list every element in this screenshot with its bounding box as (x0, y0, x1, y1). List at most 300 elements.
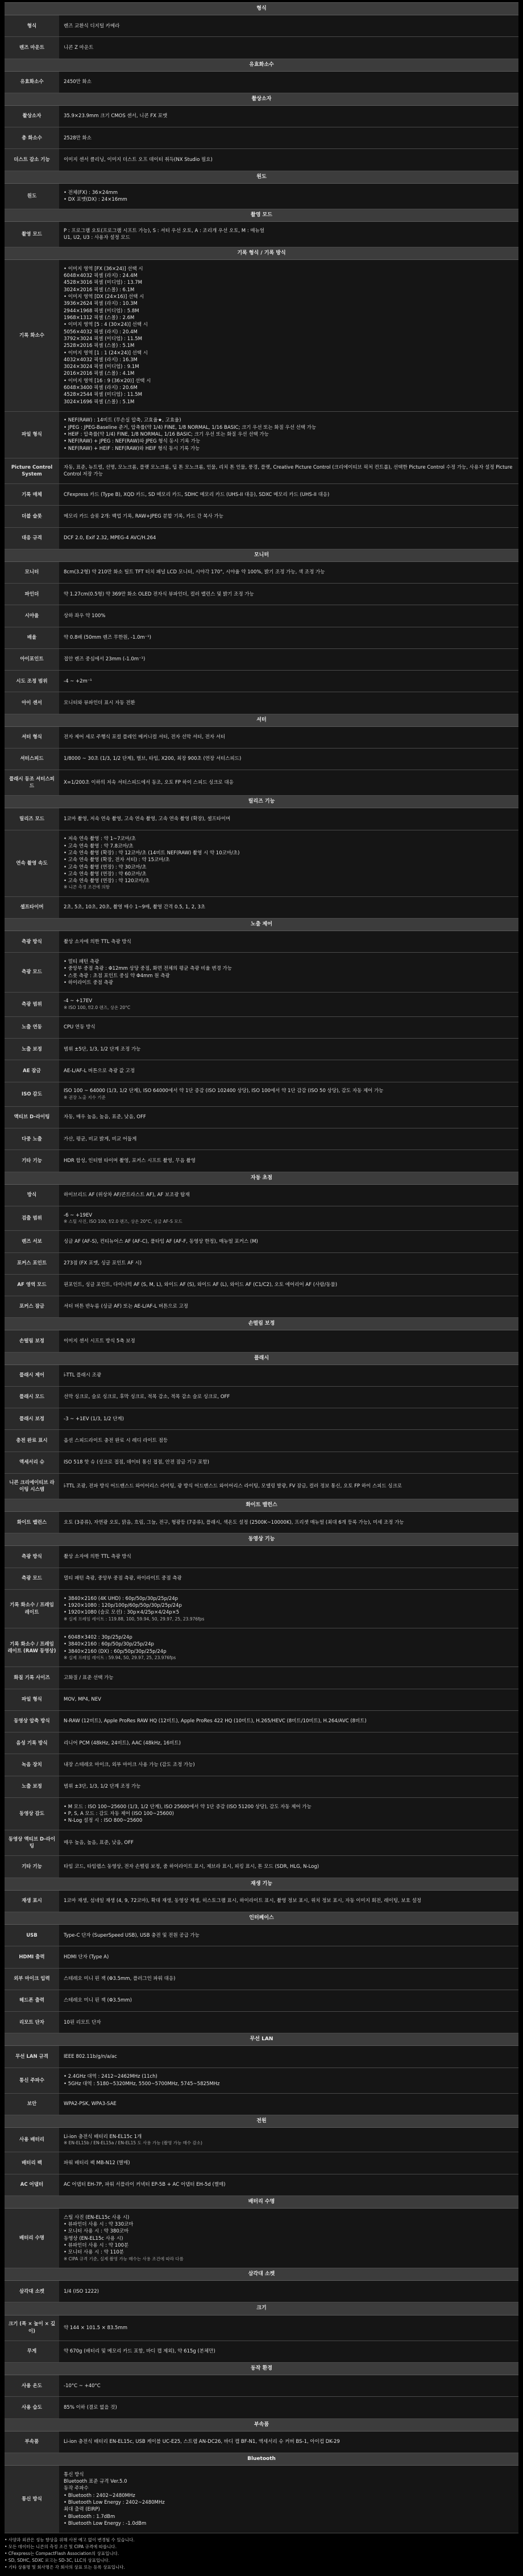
spec-value (59, 1946, 518, 1967)
spec-value (59, 1754, 518, 1775)
spec-label: 셔터스피드 (5, 749, 59, 770)
spec-value (59, 260, 518, 411)
section-header: 전원 (5, 2115, 518, 2128)
spec-row (5, 1128, 518, 1150)
spec-line: • 3840×2160 (4K UHD) : 60p/50p/30p/25p/24p (64, 1595, 179, 1602)
spec-row (5, 1408, 518, 1430)
spec-label: 플래시 제어 (5, 1365, 59, 1386)
spec-line: CPU 연동 방식 (64, 1024, 96, 1031)
section-header: 셔터 (5, 714, 518, 727)
spec-line: 3792×3024 픽셀 (미디엄) : 11.5M (64, 336, 143, 342)
spec-line: 3024×2016 픽셀 (스몰) : 6.1M (64, 287, 135, 293)
spec-line: • 고속 연속 촬영 (연장) : 약 60코마/초 (64, 871, 147, 877)
spec-note: ※ ISO 100, f/2.0 렌즈, 상온 20°C (64, 1004, 131, 1010)
spec-value (59, 605, 518, 626)
spec-row (5, 2209, 518, 2268)
spec-line: • 멀티 패턴 측광 (64, 958, 99, 965)
spec-line: 스틸 사진 (EN-EL15c 사용 시) (64, 2214, 130, 2221)
section-header: 형식 (5, 3, 518, 15)
spec-value (59, 1568, 518, 1589)
spec-value (59, 106, 518, 127)
spec-row (5, 727, 518, 749)
spec-label: 동영상 액티브 D-라이팅 (5, 1830, 59, 1855)
spec-line: 촬상 소자에 의한 TTL 측광 방식 (64, 938, 131, 945)
spec-value (59, 72, 518, 93)
spec-line: • M 모드 : ISO 100~25600 (1/3, 1/2 단계), ISO 25600에서 약 1단 증감 (ISO 51200 상당), 감도 자동 제어 가능 (64, 1804, 312, 1810)
spec-row (5, 2397, 518, 2418)
spec-line: • JPEG : JPEG-Baseline 준거, 압축률(약 1/4) FINE, 1/8 NORMAL, 1/16 BASIC; 크기 우선 또는 화질 우선 선택 가능 (64, 424, 317, 431)
spec-label: 사용 배터리 (5, 2128, 59, 2152)
spec-row (5, 149, 518, 171)
spec-row (5, 2315, 518, 2341)
spec-line: 8cm(3.2형) 약 210만 화소 틸트 TFT 터치 패널 LCD 모니터, 시야각 170°, 시야율 약 100%, 밝기 조정 가능, 색 조정 가능 (64, 569, 325, 576)
spec-label: 화이트 밸런스 (5, 1512, 59, 1533)
spec-label: 측광 범위 (5, 993, 59, 1016)
spec-value (59, 1430, 518, 1451)
spec-row (5, 1253, 518, 1275)
spec-line: • 2.4GHz 대역 : 2412~2462MHz (11ch) (64, 2074, 157, 2080)
spec-label: 통신 방식 (5, 2466, 59, 2533)
spec-line: • 고속 연속 촬영 (연장) : 약 120코마/초 (64, 878, 150, 884)
section-header: 부속품 (5, 2419, 518, 2432)
spec-line: • 모니터 사용 시 : 약 110분 (64, 2250, 124, 2256)
spec-line: • DX 포맷(DX) : 24×16mm (64, 196, 127, 202)
spec-value (59, 1150, 518, 1171)
spec-label: 셀프타이머 (5, 897, 59, 918)
spec-line: 메모리 카드 슬롯 2개: 백업 기록, RAW+JPEG 분할 기록, 카드 간 복사 가능 (64, 513, 223, 519)
spec-row (5, 897, 518, 919)
spec-row (5, 1969, 518, 1990)
spec-value (59, 528, 518, 549)
spec-value (59, 506, 518, 527)
spec-line: 멀티 패턴 측광, 중앙부 중점 측광, 하이라이트 중점 측광 (64, 1576, 182, 1582)
spec-line: 3024×3024 픽셀 (미디엄) : 9.1M (64, 364, 139, 370)
spec-line: • Bluetooth : 2402~2480MHz (64, 2492, 135, 2499)
spec-row (5, 1568, 518, 1590)
spec-value (59, 1830, 518, 1855)
spec-line: 통신 방식 (64, 2471, 84, 2478)
spec-line: 3024×1696 픽셀 (스몰) : 5.1M (64, 399, 135, 405)
spec-value (59, 1776, 518, 1797)
spec-value (59, 931, 518, 952)
spec-note: ※ 실제 프레임 레이트 : 119.88, 100, 59.94, 50, 29.97, 25, 23.976fps (64, 1616, 205, 1622)
spec-label: 대응 규격 (5, 528, 59, 549)
spec-value (59, 1082, 518, 1106)
spec-line: • Bluetooth Low Energy : 2402~2480MHz (64, 2500, 165, 2506)
spec-row (5, 830, 518, 897)
spec-row (5, 1060, 518, 1082)
spec-line: -3 ~ +1EV (1/3, 1/2 단계) (64, 1416, 124, 1422)
spec-value (59, 1296, 518, 1317)
spec-line: 리니어 PCM (48kHz, 24비트), AAC (48kHz, 16비트) (64, 1740, 181, 1746)
spec-label: 통신 주파수 (5, 2068, 59, 2093)
spec-line: -10°C ~ +40°C (64, 2383, 101, 2389)
spec-value (59, 1452, 518, 1473)
spec-row (5, 931, 518, 953)
section-header: 크기 (5, 2302, 518, 2315)
section-header: 재생 기능 (5, 1878, 518, 1891)
spec-label: AC 어댑터 (5, 2174, 59, 2195)
spec-label: 배터리 수명 (5, 2209, 59, 2268)
spec-row (5, 1275, 518, 1296)
spec-label: 기타 기능 (5, 1856, 59, 1877)
spec-row (5, 584, 518, 605)
spec-label: 충전 완료 표시 (5, 1430, 59, 1451)
spec-line: 10핀 리모트 단자 (64, 2019, 101, 2025)
spec-value (59, 2281, 518, 2302)
spec-label: 배터리 팩 (5, 2152, 59, 2173)
spec-line: • 스폿 측광 : 초점 포인트 중심 약 Φ4mm 원 측광 (64, 973, 170, 979)
spec-line: 3936×2624 픽셀 (라지) : 10.3M (64, 301, 138, 307)
spec-value (59, 1231, 518, 1252)
spec-line: WPA2-PSK, WPA3-SAE (64, 2101, 117, 2107)
spec-value (59, 2128, 518, 2152)
section-header: 촬상소자 (5, 93, 518, 106)
spec-line: • 뷰파인더 사용 시 : 약 100분 (64, 2242, 129, 2248)
spec-label: AF 영역 모드 (5, 1275, 59, 1296)
spec-label: 무게 (5, 2341, 59, 2362)
spec-line: 85% 이하 (결로 없을 것) (64, 2404, 117, 2410)
spec-value (59, 830, 518, 896)
spec-label: 액티브 D-라이팅 (5, 1107, 59, 1128)
spec-line: AE-L/AF-L 버튼으로 측광 값 고정 (64, 1068, 135, 1074)
spec-line: 273점 (FX 포맷, 싱글 포인트 AF 시) (64, 1260, 142, 1266)
spec-value (59, 127, 518, 148)
spec-line: • 하이라이트 중점 측광 (64, 979, 114, 986)
spec-label: 동영상 압축 방식 (5, 1711, 59, 1732)
spec-label: 노출 연동 (5, 1017, 59, 1038)
spec-note: ※ 실제 프레임 레이트 : 59.94, 50, 29.97, 25, 23.976fps (64, 1655, 176, 1660)
spec-line: 타임 코드, 타임랩스 동영상, 전자 손떨림 보정, 줌 하이라이트 표시, 제브라 표시, 피킹 표시, 톤 모드 (SDR, HLG, N-Log) (64, 1863, 319, 1870)
spec-value (59, 1512, 518, 1533)
spec-label: 액세서리 슈 (5, 1452, 59, 1473)
spec-row (5, 1039, 518, 1060)
spec-label: 다중 노출 (5, 1128, 59, 1150)
section-header: 원도 (5, 171, 518, 184)
spec-value (59, 222, 518, 247)
spec-line: • 저속 연속 촬영 : 약 1~7코마/초 (64, 836, 136, 842)
spec-line: Bluetooth 표준 규격 Ver.5.0 (64, 2479, 127, 2485)
spec-line: 이미지 센서 클리닝, 이미지 더스트 오프 데이터 취득(NX Studio 필요) (64, 156, 213, 163)
spec-line: -4 ~ +17EV (64, 998, 93, 1004)
spec-label: 검출 범위 (5, 1206, 59, 1230)
spec-row (5, 808, 518, 830)
section-header: 동작 환경 (5, 2363, 518, 2375)
spec-row (5, 1107, 518, 1128)
spec-label: 연속 촬영 속도 (5, 830, 59, 896)
spec-label: 촬상소자 (5, 106, 59, 127)
spec-line: 2528만 화소 (64, 135, 92, 141)
spec-value (59, 15, 518, 36)
spec-line: HDR 합성, 인터벌 타이머 촬영, 포커스 시프트 촬영, 무음 촬영 (64, 1157, 196, 1164)
spec-row (5, 1990, 518, 2012)
spec-row (5, 106, 518, 127)
spec-label: 파일 형식 (5, 412, 59, 458)
spec-value (59, 1969, 518, 1990)
spec-line: 1968×1312 픽셀 (스몰) : 2.6M (64, 315, 135, 321)
spec-line: 약 0.8배 (50mm 렌즈 무한원, -1.0m⁻¹) (64, 635, 151, 641)
spec-row (5, 528, 518, 549)
spec-row (5, 2281, 518, 2302)
spec-label: 총 화소수 (5, 127, 59, 148)
spec-line: 1/4 (ISO 1222) (64, 2288, 99, 2294)
spec-line: HDMI 단자 (Type A) (64, 1954, 109, 1960)
spec-value (59, 458, 518, 483)
spec-note: ※ 권장 노출 지수 기준 (64, 1094, 106, 1100)
spec-row (5, 1185, 518, 1206)
spec-line: • 뷰파인더 사용 시 : 약 330코마 (64, 2222, 134, 2227)
spec-row (5, 1017, 518, 1039)
spec-line: 전자 제어 세로 주행식 포컬 플레인 메커니컬 셔터, 전자 선막 셔터, 전자 셔터 (64, 734, 226, 741)
spec-line: 35.9×23.9mm 크기 CMOS 센서, 니콘 FX 포맷 (64, 113, 168, 119)
spec-label: 플래시 보정 (5, 1408, 59, 1429)
section-header: 기록 형식 / 기록 방식 (5, 247, 518, 260)
spec-line: 니콘 Z 마운트 (64, 44, 94, 51)
spec-label: 리모트 단자 (5, 2012, 59, 2033)
spec-value (59, 1667, 518, 1688)
spec-label: 노출 보정 (5, 1776, 59, 1797)
spec-line: 2초, 5초, 10초, 20초, 촬영 매수 1~9매, 촬영 간격 0.5, 1, 2, 3초 (64, 904, 206, 911)
spec-line: 6048×3400 픽셀 (라지) : 20.6M (64, 385, 138, 391)
spec-row (5, 1925, 518, 1946)
spec-label: 외부 마이크 입력 (5, 1969, 59, 1990)
spec-line: 모니터와 뷰파인더 표시 자동 전환 (64, 700, 135, 706)
spec-row (5, 1689, 518, 1711)
spec-label: 배율 (5, 627, 59, 648)
spec-label: 시야율 (5, 605, 59, 626)
spec-value (59, 1206, 518, 1230)
spec-value (59, 1925, 518, 1946)
spec-line: 파워 배터리 팩 MB-N12 (별매) (64, 2160, 130, 2166)
section-header: 릴리즈 기능 (5, 796, 518, 808)
section-header: 노출 제어 (5, 919, 518, 931)
spec-value (59, 2012, 518, 2033)
spec-label: 사용 온도 (5, 2375, 59, 2396)
spec-line: 6048×4032 픽셀 (라지) : 24.4M (64, 273, 138, 279)
spec-value (59, 2209, 518, 2268)
spec-label: 녹음 장치 (5, 1754, 59, 1775)
spec-value (59, 993, 518, 1016)
section-header: 무선 LAN (5, 2033, 518, 2046)
spec-value (59, 1365, 518, 1386)
spec-line: CFexpress 카드 (Type B), XQD 카드, SD 메모리 카드, SDHC 메모리 카드 (UHS-II 대응), SDXC 메모리 카드 (UHS-II 대응) (64, 491, 330, 498)
spec-row (5, 2128, 518, 2152)
spec-row (5, 1206, 518, 1231)
spec-line: 범위 ±5단, 1/3, 1/2 단계 조정 가능 (64, 1046, 141, 1052)
spec-value (59, 1275, 518, 1296)
spec-value (59, 1891, 518, 1912)
spec-line: 자동, 표준, 뉴트럴, 선명, 모노크롬, 플랫 모노크롬, 딥 톤 모노크롬, 인물, 리치 톤 인물, 풍경, 플랫, Creative Picture Control (크리에이티브 픽처 컨트롤), 선택한 Picture Control 수정 가능, 사용자 설정 Picture Control 저장 가능 (64, 464, 514, 477)
spec-row (5, 1330, 518, 1352)
spec-line: i-TTL 플래시 조광 (64, 1372, 102, 1379)
spec-row (5, 1365, 518, 1387)
spec-value (59, 649, 518, 670)
spec-label: 동영상 감도 (5, 1798, 59, 1830)
spec-value (59, 1990, 518, 2011)
spec-line: 최대 출력 (EIRP) (64, 2507, 100, 2513)
spec-value (59, 727, 518, 748)
spec-value (59, 37, 518, 58)
spec-row (5, 15, 518, 37)
spec-line: 1코마 재생, 섬네일 재생 (4, 9, 72코마), 확대 재생, 동영상 재생, 히스토그램 표시, 하이라이트 표시, 촬영 정보 표시, 위치 정보 표시, 자동 이미지 회전, 레이팅, 보호 설정 (64, 1898, 422, 1904)
spec-label: 플래시 모드 (5, 1387, 59, 1408)
spec-row (5, 184, 518, 209)
spec-label: 아이포인트 (5, 649, 59, 670)
spec-label: 니콘 크리에이티브 라이팅 시스템 (5, 1474, 59, 1499)
spec-value (59, 562, 518, 583)
spec-line: • N-Log 설정 시 : ISO 800~25600 (64, 1818, 143, 1824)
spec-line: 스테레오 미니 핀 잭 (Φ3.5mm) (64, 1998, 132, 2004)
spec-value (59, 1408, 518, 1429)
spec-row (5, 1830, 518, 1856)
spec-value (59, 2466, 518, 2533)
spec-value (59, 149, 518, 170)
spec-line: • P, S, A 모드 : 감도 자동 제어 (ISO 100~25600) (64, 1810, 174, 1817)
spec-line: 동영상 (EN-EL15c 사용 시) (64, 2235, 123, 2242)
spec-line: • 이미지 영역 [DX (24×16)] 선택 시 (64, 294, 144, 300)
spec-value (59, 1253, 518, 1274)
spec-line: AC 어댑터 EH-7P, 파워 서플라이 커넥터 EP-5B + AC 어댑터 EH-5d (별매) (64, 2182, 226, 2188)
spec-line: • 전체(FX) : 36×24mm (64, 189, 118, 196)
spec-value (59, 484, 518, 505)
spec-value (59, 1711, 518, 1732)
spec-row (5, 1798, 518, 1830)
spec-row (5, 1296, 518, 1318)
spec-value (59, 2315, 518, 2341)
spec-row (5, 2152, 518, 2174)
spec-line: 오토 (3종류), 자연광 오토, 맑음, 흐림, 그늘, 전구, 형광등 (7종류), 플래시, 색온도 설정 (2500K~10000K), 프리셋 매뉴얼 (최대 6개 등록 가능), 미세 조정 가능 (64, 1519, 404, 1525)
spec-row (5, 72, 518, 93)
spec-line: 2016×2016 픽셀 (스몰) : 4.1M (64, 371, 135, 377)
spec-row (5, 2174, 518, 2196)
spec-row (5, 605, 518, 627)
spec-label: 시도 조정 범위 (5, 671, 59, 692)
spec-label: 사용 습도 (5, 2397, 59, 2418)
spec-line: • 1920×1080 (슬로 모션) : 30p×4/25p×4/24p×5 (64, 1610, 180, 1616)
spec-label: 측광 모드 (5, 1568, 59, 1589)
spec-line: • 6048×3402 : 30p/25p/24p (64, 1634, 132, 1640)
spec-row (5, 1512, 518, 1533)
spec-note: ※ 니콘 측정 조건에 의함 (64, 884, 110, 890)
section-header: 모니터 (5, 549, 518, 562)
spec-line: 범위 ±3단, 1/3, 1/2 단계 조정 가능 (64, 1784, 141, 1790)
spec-line: Li-ion 충전식 배터리 EN-EL15c, USB 케이블 UC-E25, 스트랩 AN-DC26, 바디 캡 BF-N1, 액세서리 슈 커버 BS-1, 아이컵 DK-29 (64, 2439, 340, 2445)
spec-label: 포커스 포인트 (5, 1253, 59, 1274)
spec-row (5, 749, 518, 770)
spec-row (5, 1776, 518, 1798)
spec-line: 촬상 소자에 의한 TTL 측광 방식 (64, 1553, 131, 1560)
spec-label: 셔터 형식 (5, 727, 59, 748)
section-header: 삼각대 소켓 (5, 2268, 518, 2281)
spec-row (5, 2068, 518, 2094)
spec-value (59, 2068, 518, 2093)
spec-value (59, 953, 518, 991)
spec-label: ISO 감도 (5, 1082, 59, 1106)
spec-value (59, 584, 518, 605)
spec-line: ISO 100 ~ 64000 (1/3, 1/2 단계), ISO 64000에서 약 1단 증감 (ISO 102400 상당), ISO 100에서 약 1단 감감 (ISO 50 상당), 감도 자동 제어 가능 (64, 1088, 384, 1094)
spec-label: 릴리즈 모드 (5, 808, 59, 829)
spec-row (5, 1711, 518, 1733)
spec-value (59, 2432, 518, 2453)
spec-value (59, 770, 518, 795)
spec-label: AE 잠금 (5, 1060, 59, 1081)
spec-line: 접안 렌즈 중심에서 23mm (-1.0m⁻¹) (64, 656, 146, 663)
spec-line: • 5GHz 대역 : 5180~5320MHz, 5500~5700MHz, 5745~5825MHz (64, 2081, 220, 2087)
spec-line: 선막 싱크로, 슬로 싱크로, 후막 싱크로, 적목 감소, 적목 감소 슬로 싱크로, OFF (64, 1394, 230, 1400)
section-header: Bluetooth (5, 2453, 518, 2466)
spec-label: 원도 (5, 184, 59, 209)
spec-label: 보안 (5, 2094, 59, 2115)
section-header: 유효화소수 (5, 59, 518, 72)
spec-value (59, 1185, 518, 1206)
spec-row (5, 692, 518, 714)
spec-value (59, 1060, 518, 1081)
spec-line: 셔터 버튼 반누름 (싱글 AF) 또는 AE-L/AF-L 버튼으로 고정 (64, 1304, 188, 1310)
spec-value (59, 412, 518, 458)
spec-label: 노출 보정 (5, 1039, 59, 1060)
spec-line: 매우 높음, 높음, 표준, 낮음, OFF (64, 1840, 134, 1846)
spec-value (59, 1546, 518, 1567)
spec-value (59, 627, 518, 648)
footnote-line: • 모든 데이터는 니콘의 측정 조건 및 CIPA 규격에 따릅니다. (5, 2544, 117, 2550)
spec-row (5, 1754, 518, 1776)
spec-value (59, 897, 518, 918)
spec-label: USB (5, 1925, 59, 1946)
spec-line: 4032×4032 픽셀 (라지) : 16.3M (64, 357, 138, 363)
spec-line: 스테레오 미니 핀 잭 (Φ3.5mm, 플러그인 파워 대응) (64, 1976, 176, 1982)
spec-row (5, 993, 518, 1017)
spec-label: 방식 (5, 1185, 59, 1206)
spec-line: 이미지 센서 시프트 방식 5축 보정 (64, 1338, 135, 1344)
spec-line: 2944×1968 픽셀 (미디엄) : 5.8M (64, 308, 139, 314)
spec-row (5, 484, 518, 506)
spec-value (59, 1689, 518, 1710)
spec-value (59, 1856, 518, 1877)
spec-line: 약 1.27cm(0.5형) 약 369만 화소 OLED 전자식 뷰파인더, 컬러 밸런스 및 밝기 조정 가능 (64, 591, 254, 597)
spec-label: 삼각대 소켓 (5, 2281, 59, 2302)
footnote-line: • CFexpress는 CompactFlash Association의 상표입니다. (5, 2550, 119, 2556)
spec-line: MOV, MP4, NEV (64, 1697, 101, 1703)
spec-value (59, 2397, 518, 2418)
spec-value (59, 1017, 518, 1038)
spec-value (59, 2046, 518, 2067)
spec-line: • NEF(RAW) + JPEG : NEF(RAW)와 JPEG 형식 동시 기록 가능 (64, 439, 201, 445)
spec-row (5, 2012, 518, 2033)
spec-label: 파일 형식 (5, 1689, 59, 1710)
spec-line: 1코마 촬영, 저속 연속 촬영, 고속 연속 촬영, 고속 연속 촬영 (확장), 셀프타이머 (64, 816, 231, 822)
spec-label: 헤드폰 출력 (5, 1990, 59, 2011)
spec-line: 싱글 AF (AF-S), 컨티뉴어스 AF (AF-C), 풀타임 AF (AF-F, 동영상 한정), 매뉴얼 포커스 (M) (64, 1238, 258, 1244)
section-header: 인터페이스 (5, 1912, 518, 1925)
spec-line: 고화질 / 표준 선택 가능 (64, 1674, 114, 1681)
spec-value (59, 184, 518, 209)
spec-line: 상하 좌우 약 100% (64, 613, 106, 619)
spec-line: 가산, 평균, 비교 밝게, 비교 어둡게 (64, 1136, 137, 1142)
spec-line: P : 프로그램 오토(프로그램 시프트 가능), S : 셔터 우선 오토, A : 조리개 우선 오토, M : 매뉴얼 (64, 228, 265, 234)
spec-line: 약 144 × 101.5 × 83.5mm (64, 2325, 128, 2331)
spec-line: 하이브리드 AF (위상차 AF/콘트라스트 AF), AF 보조광 탑재 (64, 1192, 190, 1198)
spec-row (5, 1430, 518, 1452)
spec-line: Type-C 단자 (SuperSpeed USB), USB 충전 및 전원 공급 가능 (64, 1932, 200, 1938)
spec-row (5, 1387, 518, 1408)
spec-label: 무선 LAN 규격 (5, 2046, 59, 2067)
footnote-line: • 사양과 외관은 성능 향상을 위해 사전 예고 없이 변경될 수 있습니다. (5, 2537, 135, 2543)
spec-line: • Bluetooth Low Energy : -1.0dBm (64, 2520, 147, 2527)
spec-label: 형식 (5, 15, 59, 36)
spec-line: 2450만 화소 (64, 79, 92, 85)
spec-label: 기록 화소수 (5, 260, 59, 411)
spec-value (59, 749, 518, 770)
